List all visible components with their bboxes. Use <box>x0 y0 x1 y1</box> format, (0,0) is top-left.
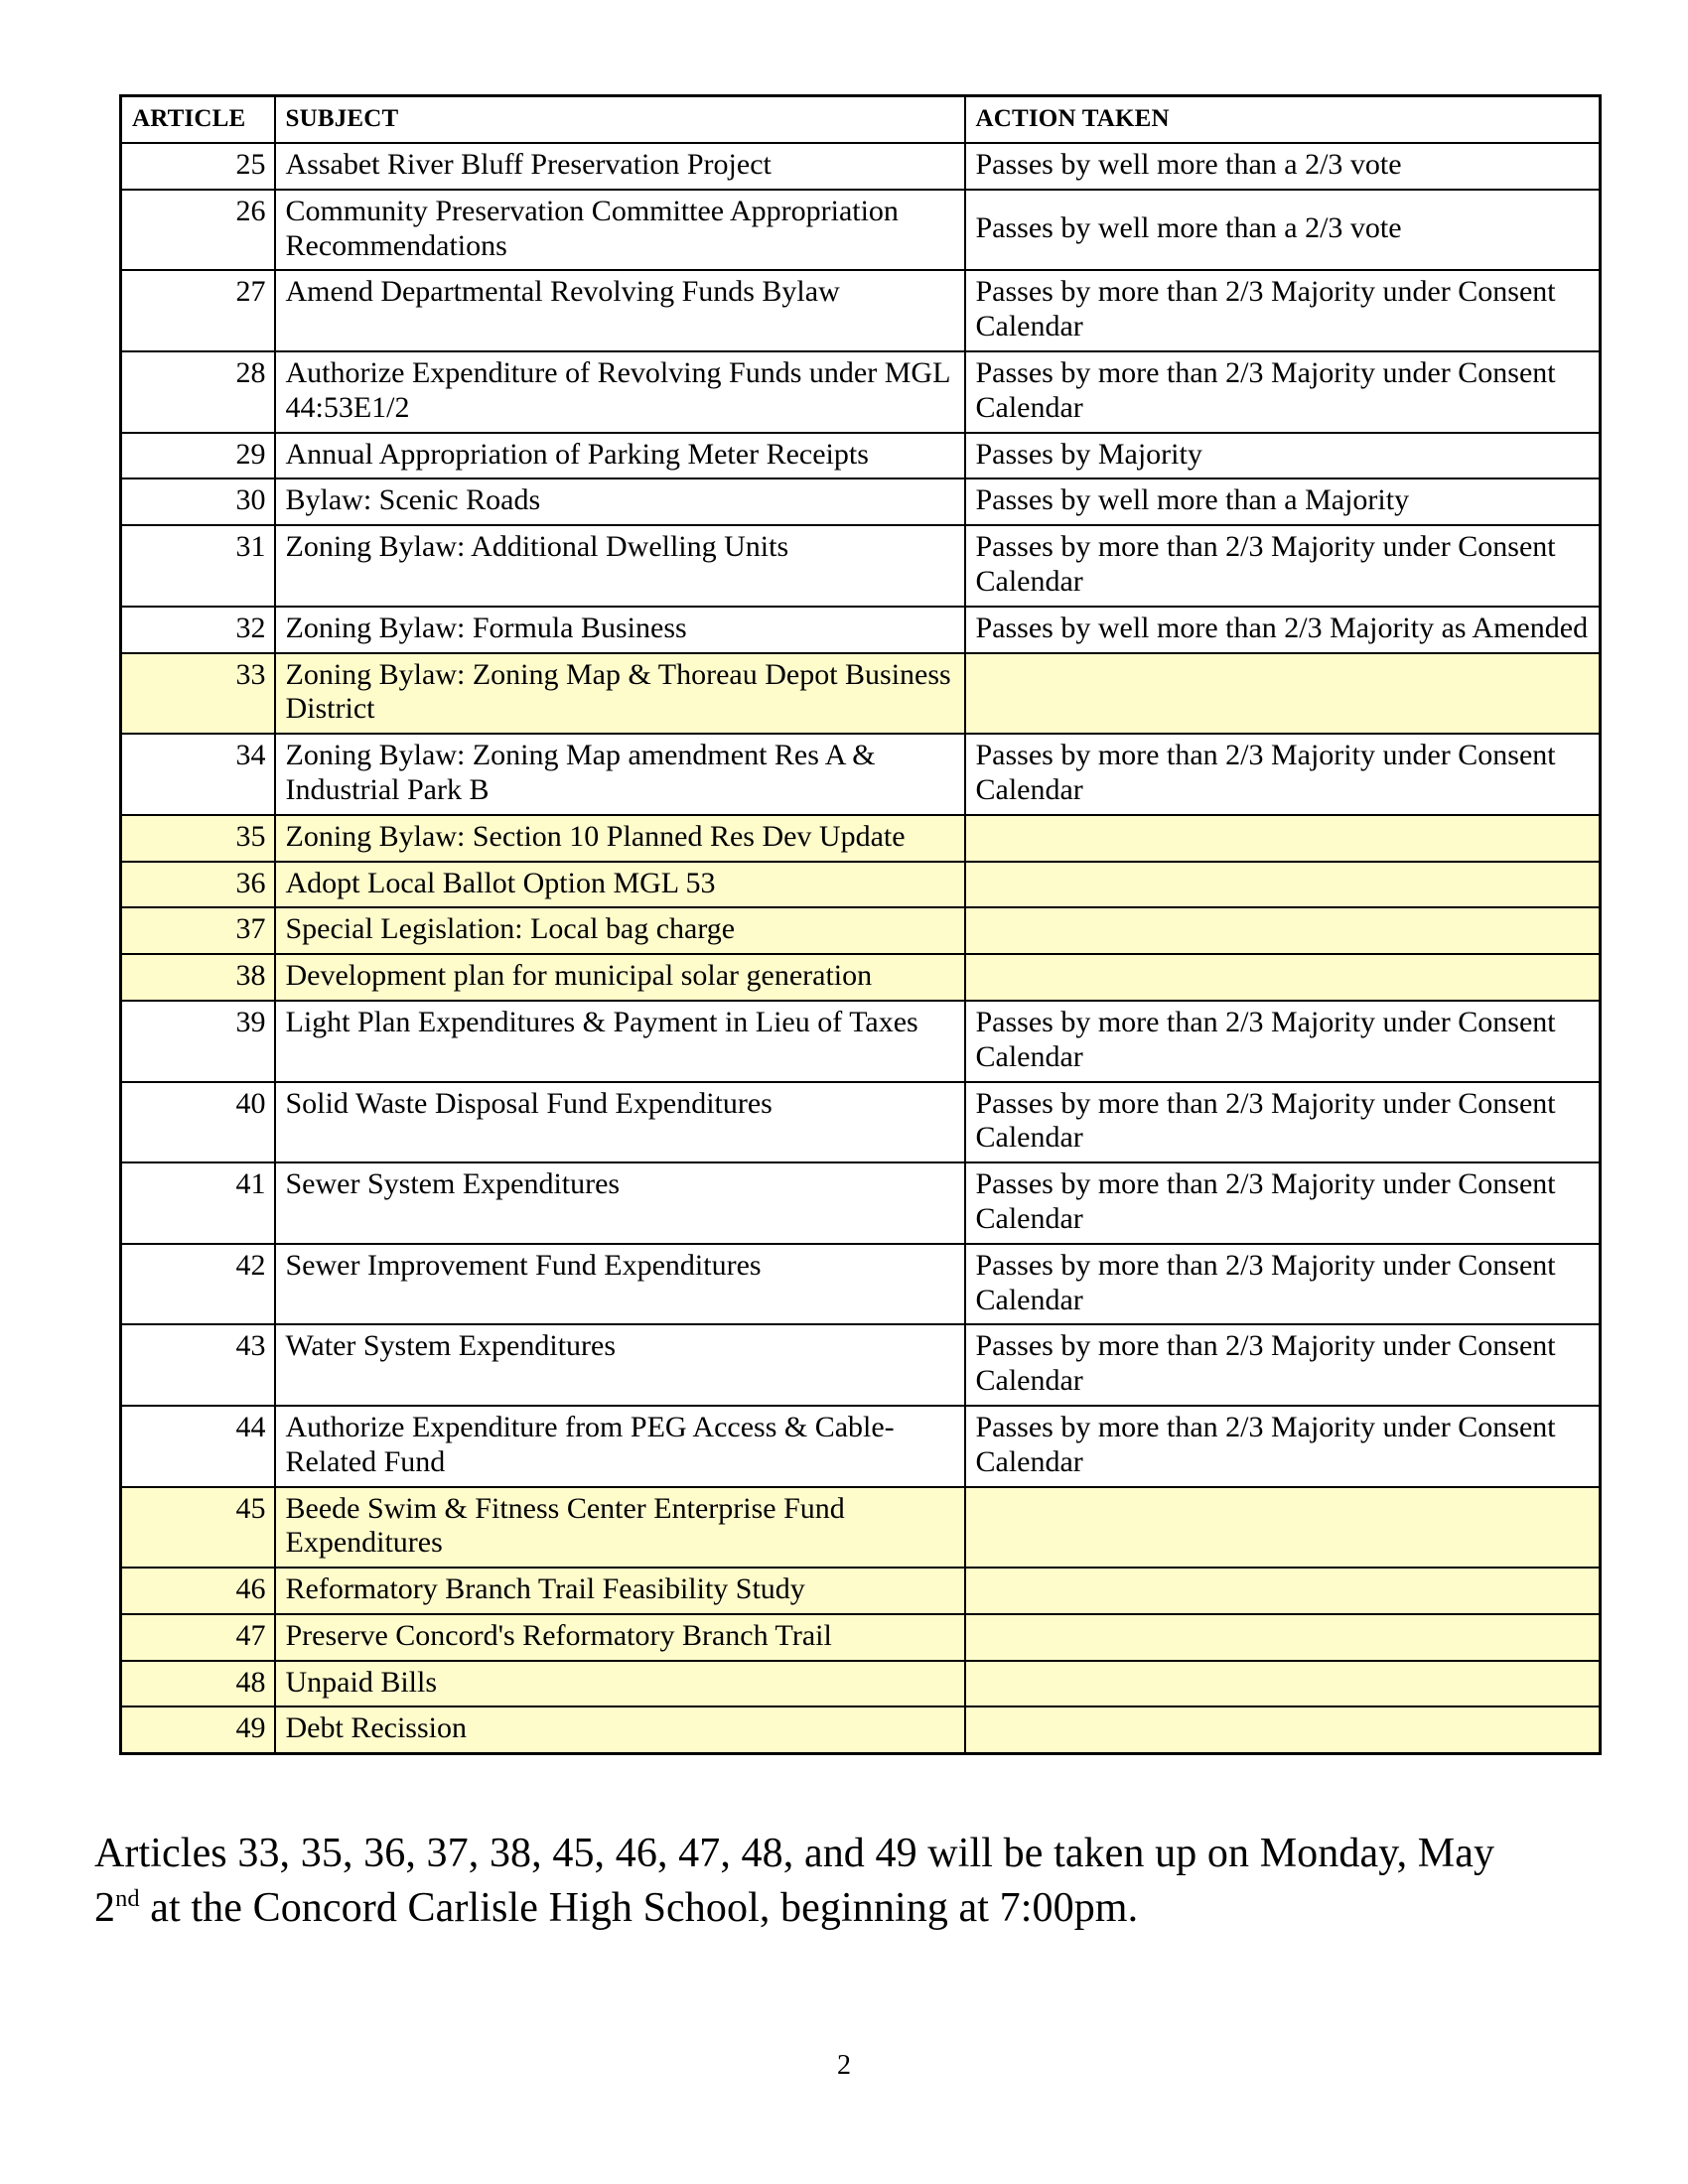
closing-note <box>94 1827 1544 1935</box>
cell-subject: Unpaid Bills <box>275 1661 965 1707</box>
cell-article-number: 42 <box>121 1244 275 1325</box>
cell-article-number: 31 <box>121 525 275 607</box>
cell-article-number: 47 <box>121 1614 275 1661</box>
cell-subject: Beede Swim & Fitness Center Enterprise Fund Expenditures <box>275 1487 965 1569</box>
column-header-action-taken: ACTION TAKEN <box>965 96 1601 144</box>
cell-subject: Annual Appropriation of Parking Meter Receipts <box>275 433 965 479</box>
cell-action-taken: Passes by more than 2/3 Majority under Consent Calendar <box>965 1001 1601 1082</box>
cell-subject: Zoning Bylaw: Zoning Map amendment Res A & Industrial Park B <box>275 734 965 815</box>
cell-action-taken: Passes by more than 2/3 Majority under Consent Calendar <box>965 734 1601 815</box>
articles-table-container <box>119 94 1599 1755</box>
cell-article-number: 36 <box>121 862 275 908</box>
closing-note-suffix: at the Concord Carlisle High School, beginning at 7:00pm. <box>139 1884 1139 1931</box>
cell-article-number: 30 <box>121 478 275 525</box>
table-row <box>121 954 1601 1001</box>
table-row <box>121 525 1601 607</box>
cell-article-number: 46 <box>121 1568 275 1614</box>
cell-action-taken: Passes by more than 2/3 Majority under Consent Calendar <box>965 351 1601 433</box>
table-row <box>121 1614 1601 1661</box>
closing-note-ordinal-suffix: nd <box>115 1884 140 1912</box>
cell-action-taken: Passes by well more than 2/3 Majority as Amended <box>965 607 1601 653</box>
cell-article-number: 29 <box>121 433 275 479</box>
cell-article-number: 28 <box>121 351 275 433</box>
cell-article-number: 27 <box>121 270 275 351</box>
closing-note-prefix: Articles 33, 35, 36, 37, 38, 45, 46, 47, 48, and 49 will be taken up on Monday, May <box>94 1831 1495 1876</box>
cell-action-taken: Passes by Majority <box>965 433 1601 479</box>
table-row <box>121 1568 1601 1614</box>
closing-note-ordinal-number: 2 <box>94 1884 116 1931</box>
page-number: 2 <box>837 2050 851 2081</box>
cell-subject: Sewer Improvement Fund Expenditures <box>275 1244 965 1325</box>
cell-subject: Zoning Bylaw: Formula Business <box>275 607 965 653</box>
table-row <box>121 143 1601 190</box>
table-row <box>121 815 1601 862</box>
cell-article-number: 35 <box>121 815 275 862</box>
cell-subject: Authorize Expenditure from PEG Access & Cable-Related Fund <box>275 1406 965 1487</box>
cell-subject: Special Legislation: Local bag charge <box>275 907 965 954</box>
cell-article-number: 26 <box>121 190 275 271</box>
cell-action-taken <box>965 1568 1601 1614</box>
cell-subject: Sewer System Expenditures <box>275 1162 965 1244</box>
table-row <box>121 190 1601 271</box>
cell-action-taken: Passes by more than 2/3 Majority under Consent Calendar <box>965 1406 1601 1487</box>
cell-action-taken <box>965 1487 1601 1569</box>
cell-action-taken <box>965 815 1601 862</box>
cell-subject: Reformatory Branch Trail Feasibility Study <box>275 1568 965 1614</box>
cell-subject: Community Preservation Committee Appropriation Recommendations <box>275 190 965 271</box>
cell-action-taken: Passes by more than 2/3 Majority under Consent Calendar <box>965 1082 1601 1163</box>
table-row <box>121 653 1601 735</box>
table-row <box>121 907 1601 954</box>
table-row <box>121 478 1601 525</box>
cell-article-number: 39 <box>121 1001 275 1082</box>
cell-article-number: 38 <box>121 954 275 1001</box>
cell-subject: Assabet River Bluff Preservation Project <box>275 143 965 190</box>
cell-subject: Authorize Expenditure of Revolving Funds under MGL 44:53E1/2 <box>275 351 965 433</box>
cell-action-taken <box>965 907 1601 954</box>
column-header-article: ARTICLE <box>121 96 275 144</box>
cell-subject: Light Plan Expenditures & Payment in Lieu of Taxes <box>275 1001 965 1082</box>
cell-subject: Solid Waste Disposal Fund Expenditures <box>275 1082 965 1163</box>
cell-action-taken <box>965 1706 1601 1753</box>
table-row <box>121 1244 1601 1325</box>
cell-article-number: 49 <box>121 1706 275 1753</box>
cell-action-taken <box>965 653 1601 735</box>
table-row <box>121 734 1601 815</box>
cell-action-taken <box>965 954 1601 1001</box>
table-row <box>121 270 1601 351</box>
cell-action-taken <box>965 1661 1601 1707</box>
table-row <box>121 351 1601 433</box>
cell-action-taken: Passes by more than 2/3 Majority under Consent Calendar <box>965 1324 1601 1406</box>
cell-subject: Amend Departmental Revolving Funds Bylaw <box>275 270 965 351</box>
cell-article-number: 40 <box>121 1082 275 1163</box>
table-row <box>121 1162 1601 1244</box>
cell-action-taken: Passes by well more than a 2/3 vote <box>965 190 1601 271</box>
cell-subject: Zoning Bylaw: Zoning Map & Thoreau Depot Business District <box>275 653 965 735</box>
cell-subject: Adopt Local Ballot Option MGL 53 <box>275 862 965 908</box>
table-row <box>121 862 1601 908</box>
cell-article-number: 25 <box>121 143 275 190</box>
cell-article-number: 34 <box>121 734 275 815</box>
cell-action-taken: Passes by more than 2/3 Majority under Consent Calendar <box>965 270 1601 351</box>
cell-article-number: 48 <box>121 1661 275 1707</box>
table-row <box>121 1487 1601 1569</box>
cell-article-number: 32 <box>121 607 275 653</box>
table-row <box>121 1706 1601 1753</box>
table-row <box>121 607 1601 653</box>
cell-article-number: 33 <box>121 653 275 735</box>
cell-subject: Zoning Bylaw: Additional Dwelling Units <box>275 525 965 607</box>
cell-action-taken: Passes by more than 2/3 Majority under Consent Calendar <box>965 1244 1601 1325</box>
table-row <box>121 1406 1601 1487</box>
cell-action-taken: Passes by well more than a 2/3 vote <box>965 143 1601 190</box>
table-row <box>121 1001 1601 1082</box>
town-meeting-articles-table <box>119 94 1602 1755</box>
cell-article-number: 45 <box>121 1487 275 1569</box>
cell-article-number: 37 <box>121 907 275 954</box>
cell-article-number: 41 <box>121 1162 275 1244</box>
table-row <box>121 433 1601 479</box>
cell-subject: Bylaw: Scenic Roads <box>275 478 965 525</box>
cell-action-taken <box>965 1614 1601 1661</box>
table-row <box>121 1661 1601 1707</box>
table-header-row <box>121 96 1601 144</box>
cell-article-number: 44 <box>121 1406 275 1487</box>
table-row <box>121 1324 1601 1406</box>
cell-action-taken <box>965 862 1601 908</box>
table-body <box>121 143 1601 1754</box>
cell-subject: Debt Recission <box>275 1706 965 1753</box>
cell-subject: Preserve Concord's Reformatory Branch Trail <box>275 1614 965 1661</box>
cell-subject: Water System Expenditures <box>275 1324 965 1406</box>
table-header <box>121 96 1601 144</box>
table-row <box>121 1082 1601 1163</box>
cell-action-taken: Passes by more than 2/3 Majority under Consent Calendar <box>965 525 1601 607</box>
cell-action-taken: Passes by more than 2/3 Majority under Consent Calendar <box>965 1162 1601 1244</box>
cell-subject: Zoning Bylaw: Section 10 Planned Res Dev Update <box>275 815 965 862</box>
cell-subject: Development plan for municipal solar generation <box>275 954 965 1001</box>
cell-article-number: 43 <box>121 1324 275 1406</box>
cell-action-taken: Passes by well more than a Majority <box>965 478 1601 525</box>
column-header-subject: SUBJECT <box>275 96 965 144</box>
